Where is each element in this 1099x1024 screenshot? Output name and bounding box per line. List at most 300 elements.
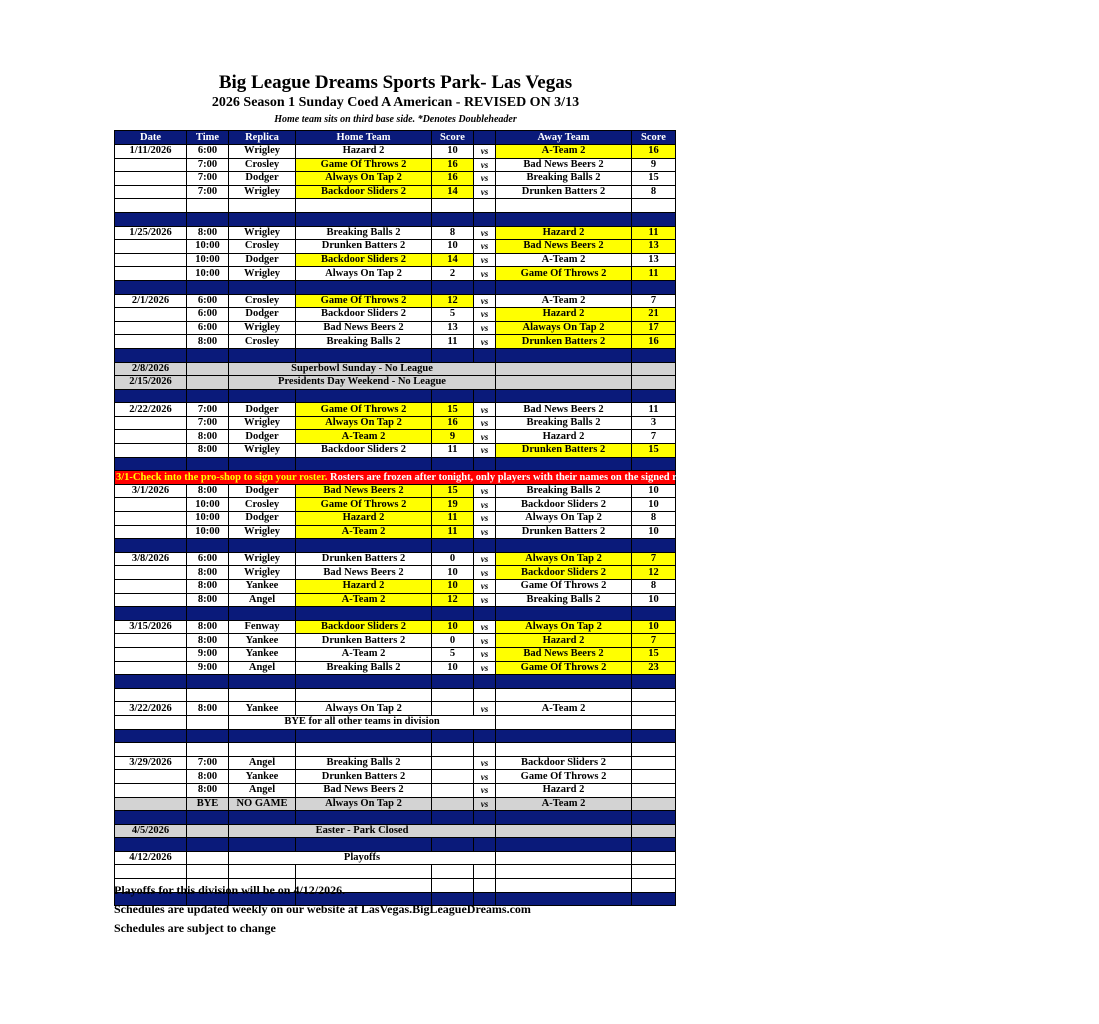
replica-cell: Wrigley: [229, 226, 296, 240]
away-team-cell: A-Team 2: [496, 145, 632, 159]
home-score-cell: 10: [432, 566, 474, 580]
game-row: [115, 430, 676, 444]
replica-cell: Wrigley: [229, 416, 296, 430]
separator-cell: [187, 675, 229, 689]
away-score-cell: [632, 797, 676, 811]
vs-cell: vs: [474, 634, 496, 648]
separator-row: [115, 811, 676, 825]
home-score-cell: 5: [432, 308, 474, 322]
vs-cell: vs: [474, 580, 496, 594]
home-team-cell: Hazard 2: [296, 145, 432, 159]
separator-cell: [432, 280, 474, 294]
away-team-cell: Backdoor Sliders 2: [496, 756, 632, 770]
home-score-cell: 14: [432, 253, 474, 267]
home-team-cell: Breaking Balls 2: [296, 335, 432, 349]
date-cell: [115, 525, 187, 539]
away-team-cell: Bad News Beers 2: [496, 158, 632, 172]
home-score-cell: 10: [432, 240, 474, 254]
time-cell: 7:00: [187, 185, 229, 199]
home-team-cell: Game Of Throws 2: [296, 294, 432, 308]
replica-cell: Crosley: [229, 335, 296, 349]
replica-cell: Fenway: [229, 620, 296, 634]
away-team-cell: Bad News Beers 2: [496, 240, 632, 254]
vs-cell: vs: [474, 308, 496, 322]
separator-cell: [632, 607, 676, 621]
away-score-cell: 15: [632, 647, 676, 661]
vs-cell: vs: [474, 756, 496, 770]
away-team-cell: Game Of Throws 2: [496, 580, 632, 594]
away-score-cell: [632, 783, 676, 797]
footer-line: Schedules are updated weekly on our website at LasVegas.BigLeagueDreams.com: [114, 902, 531, 916]
separator-cell: [496, 389, 632, 403]
replica-cell: Wrigley: [229, 444, 296, 458]
time-cell: 8:00: [187, 770, 229, 784]
replica-cell: Angel: [229, 756, 296, 770]
blank-cell: [296, 199, 432, 213]
separator-cell: [474, 389, 496, 403]
date-cell: 3/1/2026: [115, 484, 187, 498]
time-cell: 8:00: [187, 580, 229, 594]
game-row: [115, 620, 676, 634]
blank-cell: [496, 743, 632, 757]
separator-row: [115, 348, 676, 362]
game-row: [115, 158, 676, 172]
separator-cell: [474, 348, 496, 362]
time-cell: 7:00: [187, 416, 229, 430]
time-cell: 8:00: [187, 634, 229, 648]
home-team-cell: Bad News Beers 2: [296, 484, 432, 498]
footer-line: Schedules are subject to change: [114, 921, 276, 935]
time-cell: [187, 851, 229, 865]
separator-cell: [187, 280, 229, 294]
col-header-vs: [474, 131, 496, 145]
date-cell: [115, 335, 187, 349]
home-team-cell: Game Of Throws 2: [296, 498, 432, 512]
home-score-cell: 12: [432, 294, 474, 308]
merged-row: [115, 715, 676, 729]
date-cell: 1/11/2026: [115, 145, 187, 159]
separator-cell: [296, 675, 432, 689]
separator-row: [115, 675, 676, 689]
home-score-cell: 14: [432, 185, 474, 199]
separator-cell: [187, 212, 229, 226]
separator-cell: [632, 729, 676, 743]
blank-cell: [115, 199, 187, 213]
time-cell: 8:00: [187, 702, 229, 716]
separator-cell: [474, 729, 496, 743]
away-team-cell: Drunken Batters 2: [496, 335, 632, 349]
home-score-cell: 16: [432, 172, 474, 186]
footer-notes: [114, 881, 531, 938]
separator-cell: [115, 539, 187, 553]
separator-cell: [496, 811, 632, 825]
blank-cell: [229, 865, 296, 879]
separator-cell: [229, 675, 296, 689]
time-cell: 7:00: [187, 172, 229, 186]
page-subtitle: 2026 Season 1 Sunday Coed A American - REVISED ON 3/13: [211, 95, 580, 110]
away-team-cell: Drunken Batters 2: [496, 185, 632, 199]
home-team-cell: Backdoor Sliders 2: [296, 444, 432, 458]
date-cell: [115, 797, 187, 811]
replica-cell: Wrigley: [229, 185, 296, 199]
replica-cell: Angel: [229, 783, 296, 797]
vs-cell: vs: [474, 430, 496, 444]
away-team-cell: Breaking Balls 2: [496, 172, 632, 186]
separator-cell: [474, 539, 496, 553]
blank-cell: [496, 199, 632, 213]
roster-notice: [115, 471, 1099, 485]
time-cell: 8:00: [187, 335, 229, 349]
merged-row: [115, 851, 676, 865]
separator-cell: [187, 539, 229, 553]
away-score-cell: [632, 702, 676, 716]
vs-cell: vs: [474, 172, 496, 186]
col-header-away-score: Score: [632, 131, 676, 145]
blank-cell: [432, 199, 474, 213]
col-header-home-team: Home Team: [296, 131, 432, 145]
replica-cell: Yankee: [229, 634, 296, 648]
roster-notice-lead: 3/1-Check into the pro-shop to sign your roster.: [116, 471, 328, 483]
home-score-cell: [432, 756, 474, 770]
separator-cell: [632, 838, 676, 852]
date-cell: [115, 267, 187, 281]
replica-cell: Dodger: [229, 430, 296, 444]
home-score-cell: 11: [432, 335, 474, 349]
replica-cell: Dodger: [229, 253, 296, 267]
vs-cell: vs: [474, 702, 496, 716]
schedule-table: [114, 130, 1099, 906]
table-header-row: [115, 131, 676, 145]
date-cell: [115, 430, 187, 444]
vs-cell: vs: [474, 294, 496, 308]
vs-cell: vs: [474, 444, 496, 458]
home-team-cell: A-Team 2: [296, 430, 432, 444]
home-team-cell: Bad News Beers 2: [296, 566, 432, 580]
col-header-home-score: Score: [432, 131, 474, 145]
replica-cell: Dodger: [229, 403, 296, 417]
date-cell: [115, 783, 187, 797]
separator-cell: [229, 607, 296, 621]
vs-cell: vs: [474, 525, 496, 539]
home-score-cell: [432, 783, 474, 797]
away-score-cell: 7: [632, 634, 676, 648]
date-cell: 4/12/2026: [115, 851, 187, 865]
replica-cell: Crosley: [229, 240, 296, 254]
blank-cell: [229, 743, 296, 757]
home-team-cell: Backdoor Sliders 2: [296, 185, 432, 199]
vs-cell: vs: [474, 321, 496, 335]
away-score-cell: [632, 770, 676, 784]
blank-row: [115, 743, 676, 757]
empty-cell: [496, 824, 632, 838]
away-team-cell: Hazard 2: [496, 430, 632, 444]
time-cell: 8:00: [187, 593, 229, 607]
separator-cell: [632, 892, 676, 906]
separator-cell: [432, 675, 474, 689]
home-team-cell: Bad News Beers 2: [296, 783, 432, 797]
home-team-cell: Backdoor Sliders 2: [296, 620, 432, 634]
separator-cell: [432, 838, 474, 852]
replica-cell: Yankee: [229, 580, 296, 594]
blank-cell: [474, 688, 496, 702]
home-team-note: Home team sits on third base side. *Denotes Doubleheader: [274, 114, 517, 125]
home-score-cell: 15: [432, 403, 474, 417]
game-row: [115, 525, 676, 539]
empty-cell: [496, 376, 632, 390]
no-game-row: [115, 362, 676, 376]
date-cell: [115, 158, 187, 172]
game-row: [115, 403, 676, 417]
replica-cell: Wrigley: [229, 525, 296, 539]
time-cell: 8:00: [187, 783, 229, 797]
separator-cell: [187, 729, 229, 743]
separator-row: [115, 539, 676, 553]
replica-cell: Angel: [229, 593, 296, 607]
home-score-cell: 16: [432, 416, 474, 430]
separator-cell: [474, 607, 496, 621]
separator-cell: [474, 838, 496, 852]
separator-cell: [432, 607, 474, 621]
away-team-cell: Hazard 2: [496, 634, 632, 648]
roster-notice-text: Rosters are frozen after tonight, only players with their names on the signed roster are eligible for playoffs. Please check carefully as changes will not be made for omissions.: [327, 471, 1099, 483]
game-row: [115, 702, 676, 716]
home-score-cell: 11: [432, 512, 474, 526]
away-team-cell: A-Team 2: [496, 702, 632, 716]
home-score-cell: 13: [432, 321, 474, 335]
time-cell: [187, 362, 229, 376]
blank-cell: [432, 688, 474, 702]
blank-cell: [632, 743, 676, 757]
away-team-cell: A-Team 2: [496, 797, 632, 811]
time-cell: 8:00: [187, 226, 229, 240]
empty-cell: [632, 715, 676, 729]
merged-message: Playoffs: [229, 851, 496, 865]
time-cell: 6:00: [187, 294, 229, 308]
home-score-cell: 10: [432, 145, 474, 159]
away-team-cell: Bad News Beers 2: [496, 647, 632, 661]
separator-cell: [432, 811, 474, 825]
col-header-time: Time: [187, 131, 229, 145]
vs-cell: vs: [474, 335, 496, 349]
home-score-cell: 0: [432, 552, 474, 566]
separator-cell: [296, 389, 432, 403]
separator-cell: [474, 280, 496, 294]
game-row: [115, 172, 676, 186]
home-team-cell: Game Of Throws 2: [296, 403, 432, 417]
separator-row: [115, 457, 676, 471]
home-score-cell: 8: [432, 226, 474, 240]
away-team-cell: Drunken Batters 2: [496, 525, 632, 539]
vs-cell: vs: [474, 158, 496, 172]
away-score-cell: 9: [632, 158, 676, 172]
time-cell: 7:00: [187, 403, 229, 417]
home-team-cell: Always On Tap 2: [296, 267, 432, 281]
separator-cell: [632, 457, 676, 471]
home-team-cell: Always On Tap 2: [296, 172, 432, 186]
date-cell: [115, 185, 187, 199]
game-row: [115, 498, 676, 512]
game-row: [115, 593, 676, 607]
time-cell: 9:00: [187, 647, 229, 661]
home-team-cell: Backdoor Sliders 2: [296, 253, 432, 267]
no-game-message: Presidents Day Weekend - No League: [229, 376, 496, 390]
separator-cell: [296, 539, 432, 553]
away-score-cell: 10: [632, 484, 676, 498]
home-score-cell: 9: [432, 430, 474, 444]
date-cell: [115, 308, 187, 322]
game-row: [115, 321, 676, 335]
home-score-cell: 12: [432, 593, 474, 607]
vs-cell: vs: [474, 593, 496, 607]
time-cell: 10:00: [187, 498, 229, 512]
separator-cell: [115, 348, 187, 362]
home-team-cell: Bad News Beers 2: [296, 321, 432, 335]
vs-cell: vs: [474, 647, 496, 661]
home-team-cell: Always On Tap 2: [296, 797, 432, 811]
time-cell: 6:00: [187, 308, 229, 322]
vs-cell: vs: [474, 797, 496, 811]
away-team-cell: Hazard 2: [496, 226, 632, 240]
vs-cell: vs: [474, 267, 496, 281]
replica-cell: NO GAME: [229, 797, 296, 811]
separator-cell: [187, 607, 229, 621]
bye-row: [115, 797, 676, 811]
separator-cell: [432, 389, 474, 403]
away-team-cell: Always On Tap 2: [496, 512, 632, 526]
time-cell: 6:00: [187, 145, 229, 159]
away-team-cell: Breaking Balls 2: [496, 593, 632, 607]
separator-cell: [632, 212, 676, 226]
date-cell: 1/25/2026: [115, 226, 187, 240]
away-team-cell: Breaking Balls 2: [496, 416, 632, 430]
away-score-cell: 8: [632, 512, 676, 526]
vs-cell: vs: [474, 145, 496, 159]
home-score-cell: 2: [432, 267, 474, 281]
vs-cell: vs: [474, 512, 496, 526]
separator-cell: [474, 675, 496, 689]
separator-cell: [474, 212, 496, 226]
away-score-cell: 8: [632, 580, 676, 594]
no-game-message: Superbowl Sunday - No League: [229, 362, 496, 376]
separator-cell: [496, 457, 632, 471]
away-score-cell: 7: [632, 552, 676, 566]
time-cell: [187, 376, 229, 390]
date-cell: [115, 253, 187, 267]
away-score-cell: 11: [632, 267, 676, 281]
time-cell: 10:00: [187, 253, 229, 267]
home-team-cell: Breaking Balls 2: [296, 661, 432, 675]
replica-cell: Wrigley: [229, 552, 296, 566]
date-cell: 3/8/2026: [115, 552, 187, 566]
home-score-cell: [432, 797, 474, 811]
no-game-row: [115, 824, 676, 838]
date-cell: [115, 770, 187, 784]
separator-cell: [229, 457, 296, 471]
separator-cell: [187, 389, 229, 403]
game-row: [115, 145, 676, 159]
date-cell: 3/29/2026: [115, 756, 187, 770]
away-team-cell: Game Of Throws 2: [496, 770, 632, 784]
game-row: [115, 185, 676, 199]
separator-cell: [187, 838, 229, 852]
date-cell: [115, 647, 187, 661]
home-team-cell: Drunken Batters 2: [296, 770, 432, 784]
blank-cell: [296, 688, 432, 702]
empty-cell: [632, 362, 676, 376]
game-row: [115, 267, 676, 281]
separator-cell: [296, 280, 432, 294]
no-game-row: [115, 376, 676, 390]
home-team-cell: Drunken Batters 2: [296, 552, 432, 566]
separator-row: [115, 838, 676, 852]
home-team-cell: Always On Tap 2: [296, 416, 432, 430]
away-score-cell: 21: [632, 308, 676, 322]
separator-cell: [187, 348, 229, 362]
vs-cell: vs: [474, 552, 496, 566]
date-cell: [115, 566, 187, 580]
away-score-cell: 13: [632, 240, 676, 254]
separator-cell: [115, 457, 187, 471]
date-cell: [115, 634, 187, 648]
time-cell: 8:00: [187, 566, 229, 580]
vs-cell: vs: [474, 566, 496, 580]
game-row: [115, 294, 676, 308]
separator-cell: [632, 675, 676, 689]
away-team-cell: Always On Tap 2: [496, 552, 632, 566]
time-cell: 8:00: [187, 430, 229, 444]
game-row: [115, 552, 676, 566]
blank-cell: [632, 199, 676, 213]
game-row: [115, 756, 676, 770]
replica-cell: Crosley: [229, 498, 296, 512]
time-cell: 6:00: [187, 321, 229, 335]
game-row: [115, 566, 676, 580]
game-row: [115, 647, 676, 661]
away-team-cell: Bad News Beers 2: [496, 403, 632, 417]
date-cell: [115, 444, 187, 458]
away-team-cell: Backdoor Sliders 2: [496, 566, 632, 580]
home-score-cell: 0: [432, 634, 474, 648]
separator-cell: [474, 457, 496, 471]
separator-cell: [115, 389, 187, 403]
away-score-cell: 10: [632, 620, 676, 634]
home-score-cell: 11: [432, 444, 474, 458]
separator-cell: [115, 729, 187, 743]
empty-cell: [632, 376, 676, 390]
away-score-cell: 11: [632, 226, 676, 240]
away-score-cell: 10: [632, 525, 676, 539]
home-score-cell: 11: [432, 525, 474, 539]
separator-cell: [496, 539, 632, 553]
time-cell: 8:00: [187, 484, 229, 498]
game-row: [115, 634, 676, 648]
blank-cell: [296, 743, 432, 757]
replica-cell: Wrigley: [229, 145, 296, 159]
separator-cell: [496, 838, 632, 852]
separator-cell: [229, 729, 296, 743]
away-score-cell: 13: [632, 253, 676, 267]
separator-cell: [296, 348, 432, 362]
away-score-cell: 15: [632, 172, 676, 186]
separator-cell: [432, 348, 474, 362]
blank-cell: [496, 688, 632, 702]
blank-cell: [187, 199, 229, 213]
separator-cell: [496, 607, 632, 621]
away-score-cell: 12: [632, 566, 676, 580]
away-score-cell: 3: [632, 416, 676, 430]
home-score-cell: 10: [432, 661, 474, 675]
blank-cell: [229, 688, 296, 702]
